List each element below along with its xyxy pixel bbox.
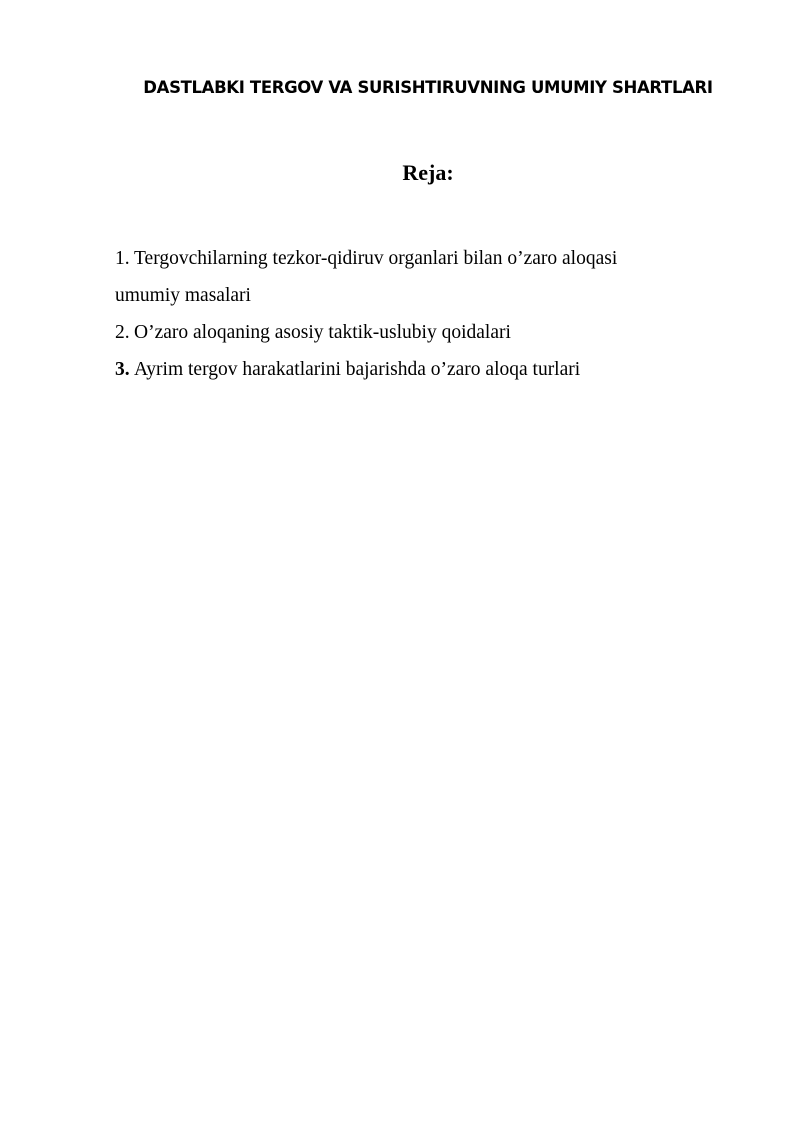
plan-item-number: 3. [115, 359, 130, 380]
plan-item-3 [115, 351, 715, 388]
plan-item-text: Ayrim tergov harakatlarini bajarishda o’zaro aloqa turlari [134, 359, 581, 380]
plan-item-text: Tergovchilarning tezkor-qidiruv organlari bilan o’zaro aloqasi [134, 248, 618, 269]
plan-heading: Reja: [402, 160, 454, 185]
plan-item-text-continuation: umumiy masalari [115, 285, 251, 306]
document-title: DASTLABKI TERGOV VA SURISHTIRUVNING UMUMIY SHARTLARI [143, 78, 713, 97]
plan-item-2 [115, 314, 715, 351]
plan-item-1 [115, 240, 715, 314]
plan-item-text: O’zaro aloqaning asosiy taktik-uslubiy qoidalari [134, 322, 511, 343]
plan-item-number: 1. [115, 248, 130, 269]
plan-list [115, 240, 715, 388]
plan-item-number: 2. [115, 322, 130, 343]
